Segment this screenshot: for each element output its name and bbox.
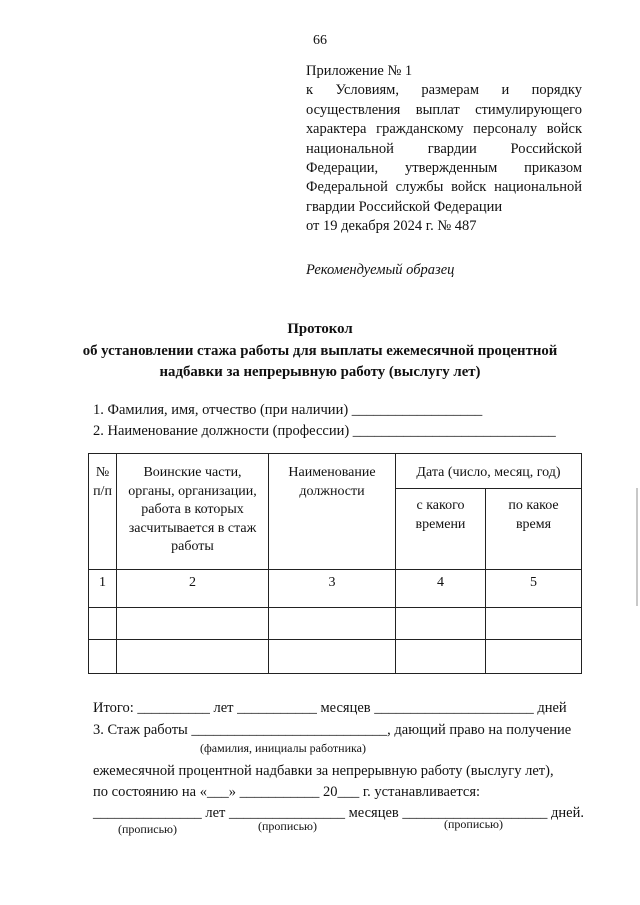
allowance-line: ежемесячной процентной надбавки за непрерывную работу (выслугу лет), [93, 763, 554, 779]
appendix-line: национальной гвардии Российской [306, 140, 582, 157]
service-record-table [88, 453, 582, 674]
appendix-line: к Условиям, размерам и порядку [306, 82, 582, 99]
appendix-line: характера гражданскому персоналу войск [306, 121, 582, 138]
document-subtitle-line: надбавки за непрерывную работу (выслугу лет) [159, 364, 481, 380]
column-number-cell: 1 [89, 570, 117, 608]
appendix-line: Федеральной службы войск национальной [306, 179, 582, 196]
header-position: Наименование должности [269, 454, 396, 570]
appendix-line: осуществления выплат стимулирующего [306, 101, 582, 118]
header-to: по какое время [486, 489, 582, 570]
header-units: Воинские части, органы, организации, работа в которых засчитывается в стаж работы [117, 454, 269, 570]
column-number-cell: 5 [486, 570, 582, 608]
appendix-line: гвардии Российской Федерации [306, 198, 503, 215]
staj-line: 3. Стаж работы ___________________________, дающий право на получение [93, 722, 572, 738]
appendix-line: Федерации, утвержденным приказом [306, 160, 582, 177]
in-words-caption: (прописью) [258, 819, 318, 833]
sample-label: Рекомендуемый образец [306, 262, 455, 278]
header-date: Дата (число, месяц, год) [396, 454, 582, 489]
empty-cell [89, 608, 117, 640]
fio-caption: (фамилия, инициалы работника) [200, 741, 366, 755]
empty-cell [117, 608, 269, 640]
empty-cell [396, 640, 486, 674]
position-field-line: 2. Наименование должности (профессии) ____________________________ [93, 423, 556, 439]
scan-margin-mark [636, 488, 638, 606]
page-number: 66 [313, 33, 327, 48]
empty-cell [486, 640, 582, 674]
empty-cell [89, 640, 117, 674]
appendix-line: Приложение № 1 [306, 63, 413, 79]
header-from: с какого времени [396, 489, 486, 570]
document-subtitle-line: об установлении стажа работы для выплаты ежемесячной процентной [82, 343, 558, 359]
document-title: Протокол [287, 321, 353, 337]
empty-cell [269, 640, 396, 674]
in-words-caption: (прописью) [444, 817, 504, 831]
column-number-cell: 4 [396, 570, 486, 608]
final-staj-line: _______________ лет ________________ месяцев ____________________ дней. [93, 805, 584, 821]
empty-cell [117, 640, 269, 674]
column-number-cell: 2 [117, 570, 269, 608]
empty-cell [396, 608, 486, 640]
appendix-line: от 19 декабря 2024 г. № 487 [306, 218, 477, 235]
date-line: по состоянию на «___» ___________ 20___ г. устанавливается: [93, 784, 481, 800]
name-field-line: 1. Фамилия, имя, отчество (при наличии) __________________ [93, 402, 483, 418]
in-words-caption: (прописью) [118, 822, 178, 836]
totals-line: Итого: __________ лет ___________ месяцев ______________________ дней [93, 700, 567, 716]
empty-cell [269, 608, 396, 640]
column-number-cell: 3 [269, 570, 396, 608]
appendix-block [306, 62, 582, 237]
empty-cell [486, 608, 582, 640]
header-number: № п/п [89, 454, 117, 570]
